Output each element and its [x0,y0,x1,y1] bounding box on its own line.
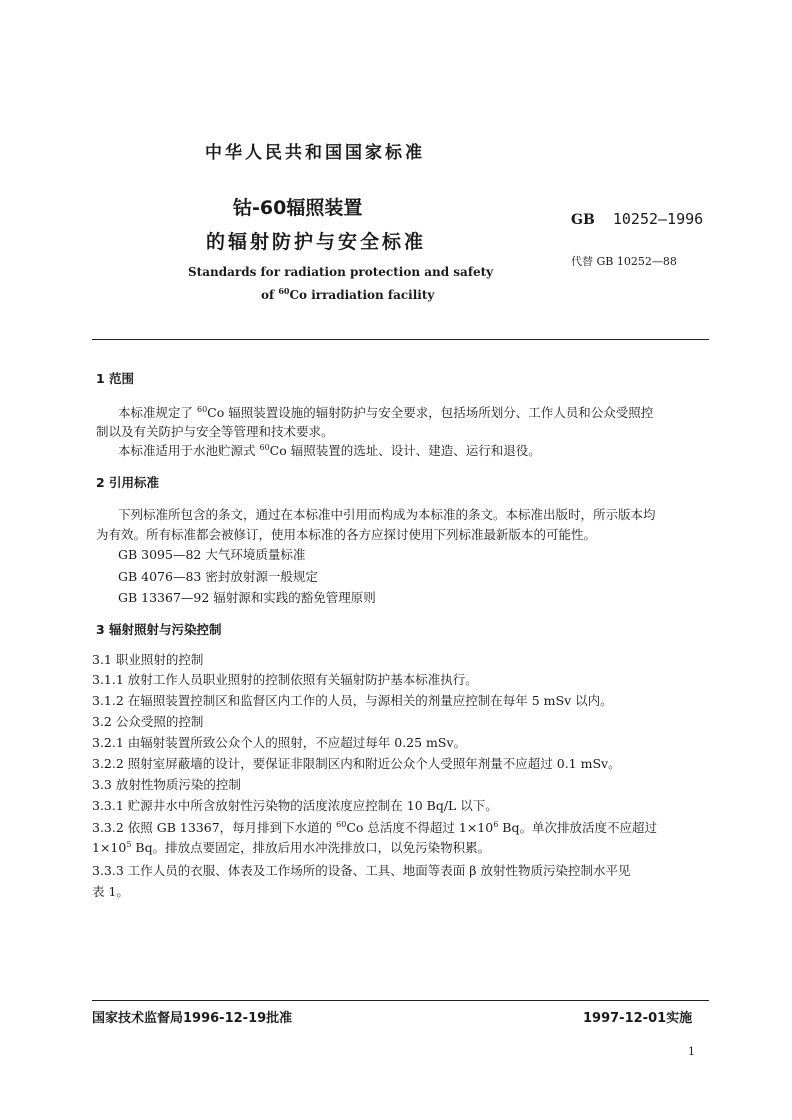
english-title-line2: of $^{60}$Co irradiation facility [261,286,435,302]
section-1-paragraph-1b: 制以及有关防护与安全等管理和技术要求。 [96,424,334,439]
section-1-paragraph-2: 本标准适用于水池贮源式 $^{60}$Co 辐照装置的选址、设计、建造、运行和退役。 [118,442,541,458]
footer-divider [92,1000,709,1001]
clause-3-3-2: 3.3.2 依照 GB 13367，每月排到下水道的 $^{60}$Co 总活度不得超过 $1\times 10^6$ Bq。单次排放活度不应超过 [92,819,657,835]
approval-date: 国家技术监督局1996-12-19批准 [92,1011,293,1026]
standard-number: GB 10252—1996 [571,210,704,228]
effective-date: 1997-12-01实施 [583,1011,693,1026]
english-title-line1: Standards for radiation protection and safety [188,265,494,279]
clause-3-2: 3.2 公众受照的控制 [92,714,204,729]
standard-title-line2: 的辐射防护与安全标准 [206,231,427,253]
clause-3-3-3: 3.3.3 工作人员的衣服、体表及工作场所的设备、工具、地面等表面 β 放射性物质污染控制水平见 [92,863,631,878]
section-2-heading: 2 引用标准 [96,475,160,490]
page-number: 1 [688,1045,695,1058]
clause-3-3-1: 3.3.1 贮源井水中所含放射性污染物的活度浓度应控制在 10 Bq/L 以下。 [92,798,498,813]
section-1-paragraph-1a: 本标准规定了 $^{60}$Co 辐照装置设施的辐射防护与安全要求，包括场所划分、工作人员和公众受照控 [118,404,654,420]
clause-3-3-2-cont: $1\times 10^5$ Bq。排放点要固定，排放后用水冲洗排放口，以免污染物积累。 [92,839,491,855]
reference-item: GB 3095—82 大气环境质量标准 [118,547,306,562]
clause-3-2-1: 3.2.1 由辐射装置所致公众个人的照射，不应超过每年 0.25 mSv。 [92,735,467,750]
clause-3-1: 3.1 职业照射的控制 [92,652,204,667]
issuing-country-title: 中华人民共和国国家标准 [205,143,425,163]
clause-3-1-1: 3.1.1 放射工作人员职业照射的控制依照有关辐射防护基本标准执行。 [92,672,478,687]
section-2-paragraph-1b: 为有效。所有标准都会被修订，使用本标准的各方应探讨使用下列标准最新版本的可能性。 [96,527,597,542]
reference-item: GB 4076—83 密封放射源一般规定 [118,569,318,584]
section-1-heading: 1 范围 [96,371,135,386]
replaces-note: 代替 GB 10252—88 [571,255,677,268]
clause-3-1-2: 3.1.2 在辐照装置控制区和监督区内工作的人员，与源相关的剂量应控制在每年 5 mSv 以内。 [92,693,613,708]
clause-3-3-3-cont: 表 1。 [92,884,129,899]
clause-3-2-2: 3.2.2 照射室屏蔽墙的设计，要保证非限制区内和附近公众个人受照年剂量不应超过 0.1 mSv。 [92,756,621,771]
section-3-heading: 3 辐射照射与污染控制 [96,622,222,637]
standard-title-line1: 钴-60辐照装置 [233,197,363,219]
clause-3-3: 3.3 放射性物质污染的控制 [92,777,241,792]
header-divider [92,339,709,340]
reference-item: GB 13367—92 辐射源和实践的豁免管理原则 [118,590,376,605]
section-2-paragraph-1a: 下列标准所包含的条文，通过在本标准中引用而构成为本标准的条文。本标准出版时，所示版本均 [118,507,656,522]
